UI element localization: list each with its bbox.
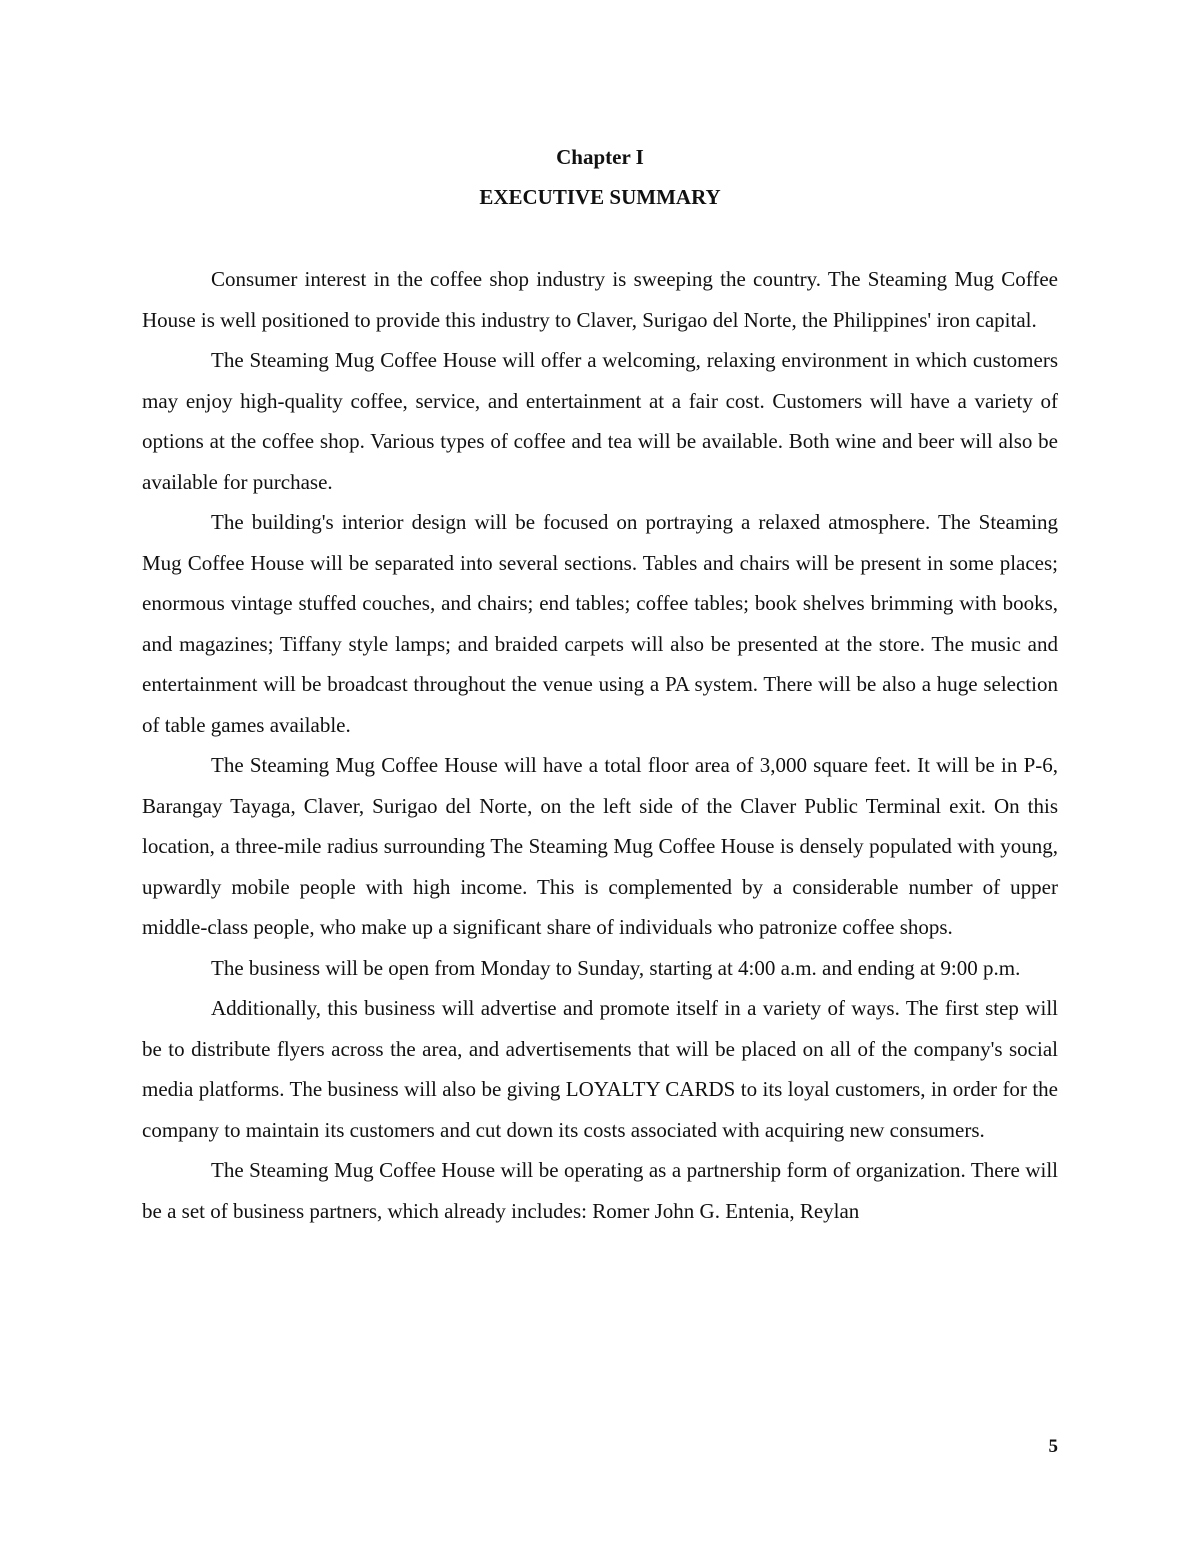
body-text [142,259,1058,1231]
paragraph: The building's interior design will be focused on portraying a relaxed atmosphere. The Steaming Mug Coffee House will be separated into several sections. Tables and chairs will be present in some places; enormous vintage stuffed couches, and chairs; end tables; coffee tables; book shelves brimming with books, and magazines; Tiffany style lamps; and braided carpets will also be presented at the store. The music and entertainment will be broadcast throughout the venue using a PA system. There will be also a huge selection of table games available. [142,510,1058,737]
page-number: 5 [1048,1436,1058,1457]
paragraph: The Steaming Mug Coffee House will be operating as a partnership form of organization. There will be a set of business partners, which already includes: Romer John G. Entenia, Reylan [142,1158,1058,1223]
section-title: EXECUTIVE SUMMARY [479,185,721,209]
paragraph: The Steaming Mug Coffee House will have a total floor area of 3,000 square feet. It will be in P-6, Barangay Tayaga, Claver, Surigao del Norte, on the left side of the Claver Public Terminal exit. On this location, a three-mile radius surrounding The Steaming Mug Coffee House is densely populated with young, upwardly mobile people with high income. This is complemented by a considerable number of upper middle-class people, who make up a significant share of individuals who patronize coffee shops. [142,753,1058,939]
chapter-heading: Chapter I [556,145,644,169]
paragraph: Consumer interest in the coffee shop industry is sweeping the country. The Steaming Mug Coffee House is well positioned to provide this industry to Claver, Surigao del Norte, the Philippines' iron capital. [142,267,1058,332]
paragraph: The business will be open from Monday to Sunday, starting at 4:00 a.m. and ending at 9:00 p.m. [211,955,1021,980]
paragraph: Additionally, this business will advertise and promote itself in a variety of ways. The first step will be to distribute flyers across the area, and advertisements that will be placed on all of the company's social media platforms. The business will also be giving LOYALTY CARDS to its loyal customers, in order for the company to maintain its customers and cut down its costs associated with acquiring new consumers. [142,996,1058,1142]
paragraph: The Steaming Mug Coffee House will offer a welcoming, relaxing environment in which customers may enjoy high-quality coffee, service, and entertainment at a fair cost. Customers will have a variety of options at the coffee shop. Various types of coffee and tea will be available. Both wine and beer will also be available for purchase. [142,348,1058,494]
